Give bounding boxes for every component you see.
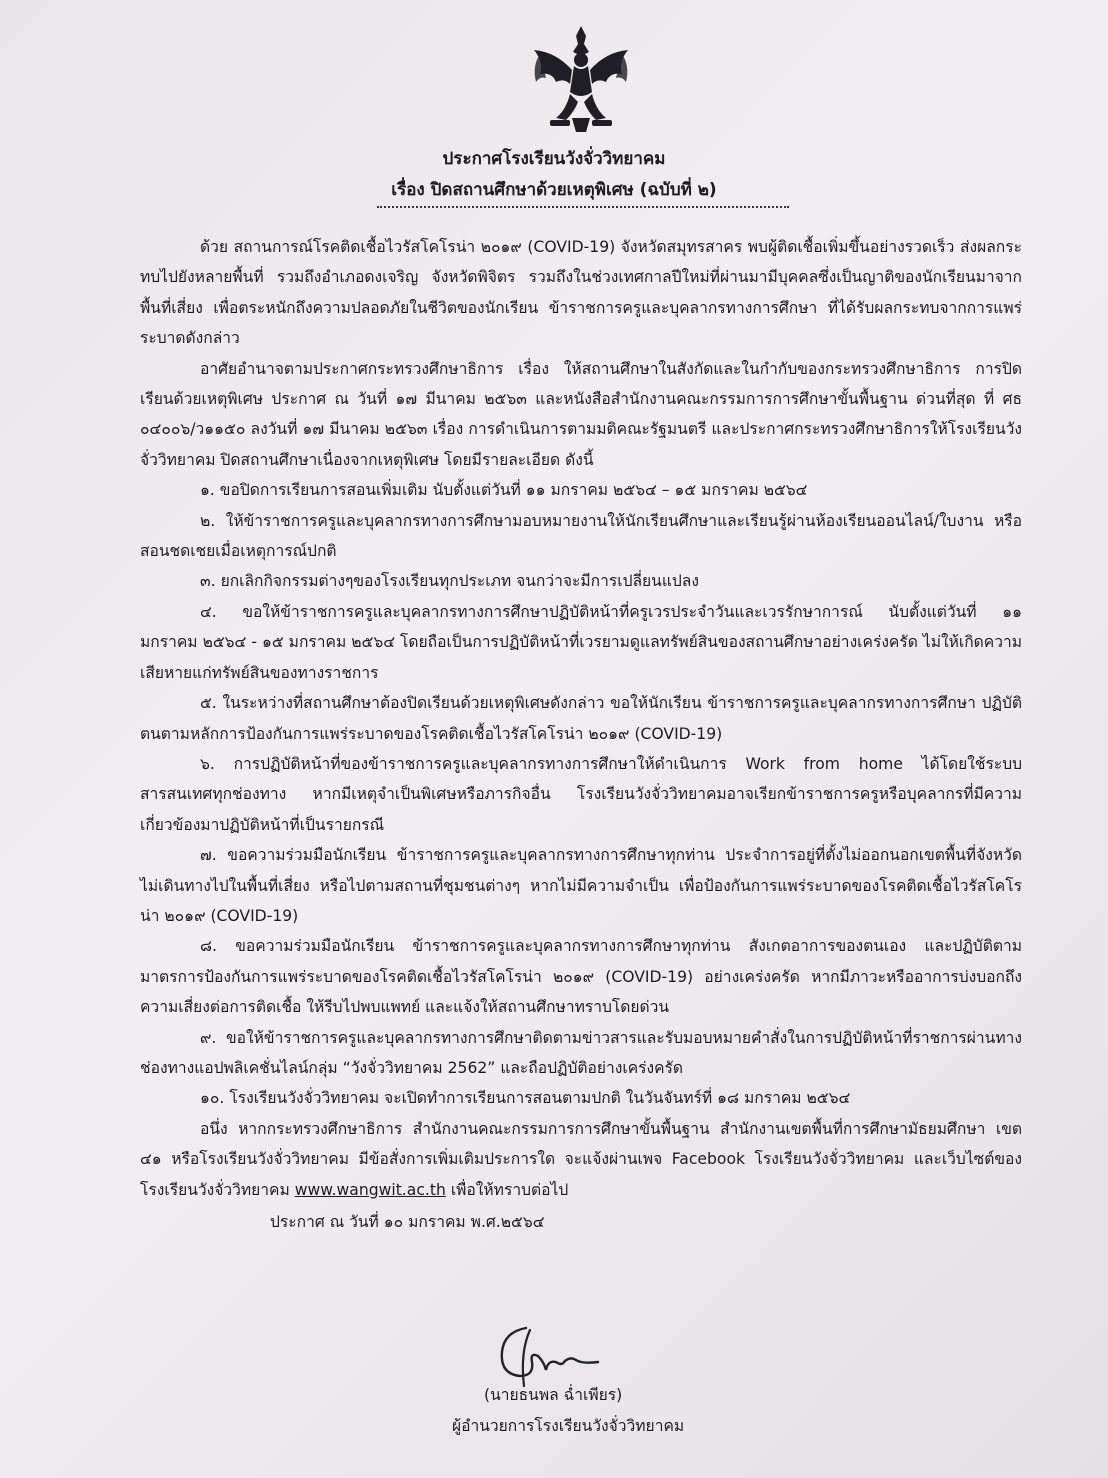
list-item-3: ๓. ยกเลิกกิจกรรมต่างๆของโรงเรียนทุกประเภท จนกว่าจะมีการเปลี่ยนแปลง [200,572,699,591]
paragraph-closing [140,1114,1022,1205]
signatory-name: (นายธนพล ฉ่ำเพียร) [484,1386,623,1404]
paragraph-intro: ด้วย สถานการณ์โรคติดเชื้อไวรัสโคโรน่า ๒๐๑๙ (COVID-19) จังหวัดสมุทรสาคร พบผู้ติดเชื้อเพิ่มขึ้นอย่างรวดเร็ว ส่งผลกระทบไปยังหลายพื้นที่ รวมถึงอำเภอดงเจริญ จังหวัดพิจิตร รวมถึงในช่วงเทศกาลปีใหม่ที่ผ่านมามีบุคคลซึ่งเป็นญาติของนักเรียนมาจากพื้นที่เสี่ยง เพื่อตระหนักถึงความปลอดภัยในชีวิตของนักเรียน ข้าราชการครูและบุคลากรทางการศึกษา ที่ได้รับผลกระทบจากการแพร่ระบาดดังกล่าว [140,238,1022,348]
garuda-emblem-icon [526,22,636,140]
dotted-divider [377,206,789,208]
list-item-7: ๗. ขอความร่วมมือนักเรียน ข้าราชการครูและบุคลากรทางการศึกษาทุกท่าน ประจำการอยู่ที่ตั้งไม่ออกนอกเขตพื้นที่จังหวัด ไม่เดินทางไปในพื้นที่เสี่ยง หรือไปตามสถานที่ชุมชนต่างๆ หากไม่มีความจำเป็น เพื่อป้องกันการแพร่ระบาดของโรคติดเชื้อไวรัสโคโรน่า ๒๐๑๙ (COVID-19) [140,846,1022,925]
announce-date: ประกาศ ณ วันที่ ๑๐ มกราคม พ.ศ.๒๕๖๔ [270,1213,545,1231]
announcement-subject: เรื่อง ปิดสถานศึกษาด้วยเหตุพิเศษ (ฉบับที่ ๒) [391,180,717,200]
signatory-position: ผู้อำนวยการโรงเรียนวังจั่ววิทยาคม [452,1417,685,1435]
website-link[interactable]: www.wangwit.ac.th [294,1180,446,1199]
list-item-2: ๒. ให้ข้าราชการครูและบุคลากรทางการศึกษามอบหมายงานให้นักเรียนศึกษาและเรียนรู้ผ่านห้องเรียนออนไลน์/ใบงาน หรือสอนชดเชยเมื่อเหตุการณ์ปกติ [140,511,1022,561]
list-item-9: ๙. ขอให้ข้าราชการครูและบุคลากรทางการศึกษาติดตามข่าวสารและรับมอบหมายคำสั่งในการปฏิบัติหน้าที่ราชการผ่านทางช่องทางแอปพลิเคชั่นไลน์กลุ่ม “วังจั่ววิทยาคม 2562” และถือปฏิบัติอย่างเคร่งครัด [140,1028,1022,1077]
list-item-8: ๘. ขอความร่วมมือนักเรียน ข้าราชการครูและบุคลากรทางการศึกษาทุกท่าน สังเกตอาการของตนเอง และปฏิบัติตามมาตรการป้องกันการแพร่ระบาดของโรคติดเชื้อไวรัสโคโรน่า ๒๐๑๙ (COVID-19) อย่างเคร่งครัด หากมีภาวะหรืออาการบ่งบอกถึงความเสี่ยงต่อการติดเชื้อ ให้รีบไปพบแพทย์ และแจ้งให้สถานศึกษาทราบโดยด่วน [140,937,1022,1017]
closing-text-end: เพื่อให้ทราบต่อไป [445,1180,569,1199]
list-item-10: ๑๐. โรงเรียนวังจั่ววิทยาคม จะเปิดทำการเรียนการสอนตามปกติ ในวันจันทร์ที่ ๑๘ มกราคม ๒๕๖๔ [200,1089,851,1108]
announcement-title: ประกาศโรงเรียนวังจั่ววิทยาคม [442,149,666,169]
list-item-6: ๖. การปฏิบัติหน้าที่ของข้าราชการครูและบุคลากรทางการศึกษาให้ดำเนินการ Work from home ได้โดยใช้ระบบสารสนเทศทุกช่องทาง หากมีเหตุจำเป็นพิเศษหรือภารกิจอื่น โรงเรียนวังจั่ววิทยาคมอาจเรียกข้าราชการครูหรือบุคลากรที่มีความเกี่ยวข้องมาปฏิบัติหน้าที่เป็นรายกรณี [140,754,1022,834]
list-item-4: ๔. ขอให้ข้าราชการครูและบุคลากรทางการศึกษาปฏิบัติหน้าที่ครูเวรประจำวันและเวรรักษาการณ์ นับตั้งแต่วันที่ ๑๑ มกราคม ๒๕๖๔ - ๑๕ มกราคม ๒๕๖๔ โดยถือเป็นการปฏิบัติหน้าที่เวรยามดูแลทรัพย์สินของสถานศึกษาอย่างเคร่งครัด ไม่ให้เกิดความเสียหายแก่ทรัพย์สินของทางราชการ [140,602,1022,682]
closing-text: อนึ่ง หากกระทรวงศึกษาธิการ สำนักงานคณะกรรมการการศึกษาขั้นพื้นฐาน สำนักงานเขตพื้นที่การศึกษามัธยมศึกษา เขต ๔๑ หรือโรงเรียนวังจั่ววิทยาคม มีข้อสั่งการเพิ่มเติมประการใด จะแจ้งผ่านเพจ Facebook โรงเรียนวังจั่ววิทยาคม และเว็บไซต์ของโรงเรียนวังจั่ววิทยาคม [140,1119,1022,1199]
list-item-5: ๕. ในระหว่างที่สถานศึกษาต้องปิดเรียนด้วยเหตุพิเศษดังกล่าว ขอให้นักเรียน ข้าราชการครูและบุคลากรทางการศึกษา ปฏิบัติตนตามหลักการป้องกันการแพร่ระบาดของโรคติดเชื้อไวรัสโคโรน่า ๒๐๑๙ (COVID-19) [140,694,1022,743]
paragraph-authority: อาศัยอำนาจตามประกาศกระทรวงศึกษาธิการ เรื่อง ให้สถานศึกษาในสังกัดและในกำกับของกระทรวงศึกษาธิการ การปิดเรียนด้วยเหตุพิเศษ ประกาศ ณ วันที่ ๑๗ มีนาคม ๒๕๖๓ และหนังสือสำนักงานคณะกรรมการการศึกษาขั้นพื้นฐาน ด่วนที่สุด ที่ ศธ ๐๔๐๐๖/ว๑๑๕๐ ลงวันที่ ๑๗ มีนาคม ๒๕๖๓ เรื่อง การดำเนินการตามมติคณะรัฐมนตรี และประกาศกระทรวงศึกษาธิการให้โรงเรียนวังจั่ววิทยาคม ปิดสถานศึกษาเนื่องจากเหตุพิเศษ โดยมีรายละเอียด ดังนี้ [140,359,1022,469]
announcement-body [140,232,1022,1237]
list-item-1: ๑. ขอปิดการเรียนการสอนเพิ่มเติม นับตั้งแต่วันที่ ๑๑ มกราคม ๒๕๖๔ – ๑๕ มกราคม ๒๕๖๔ [200,481,808,500]
